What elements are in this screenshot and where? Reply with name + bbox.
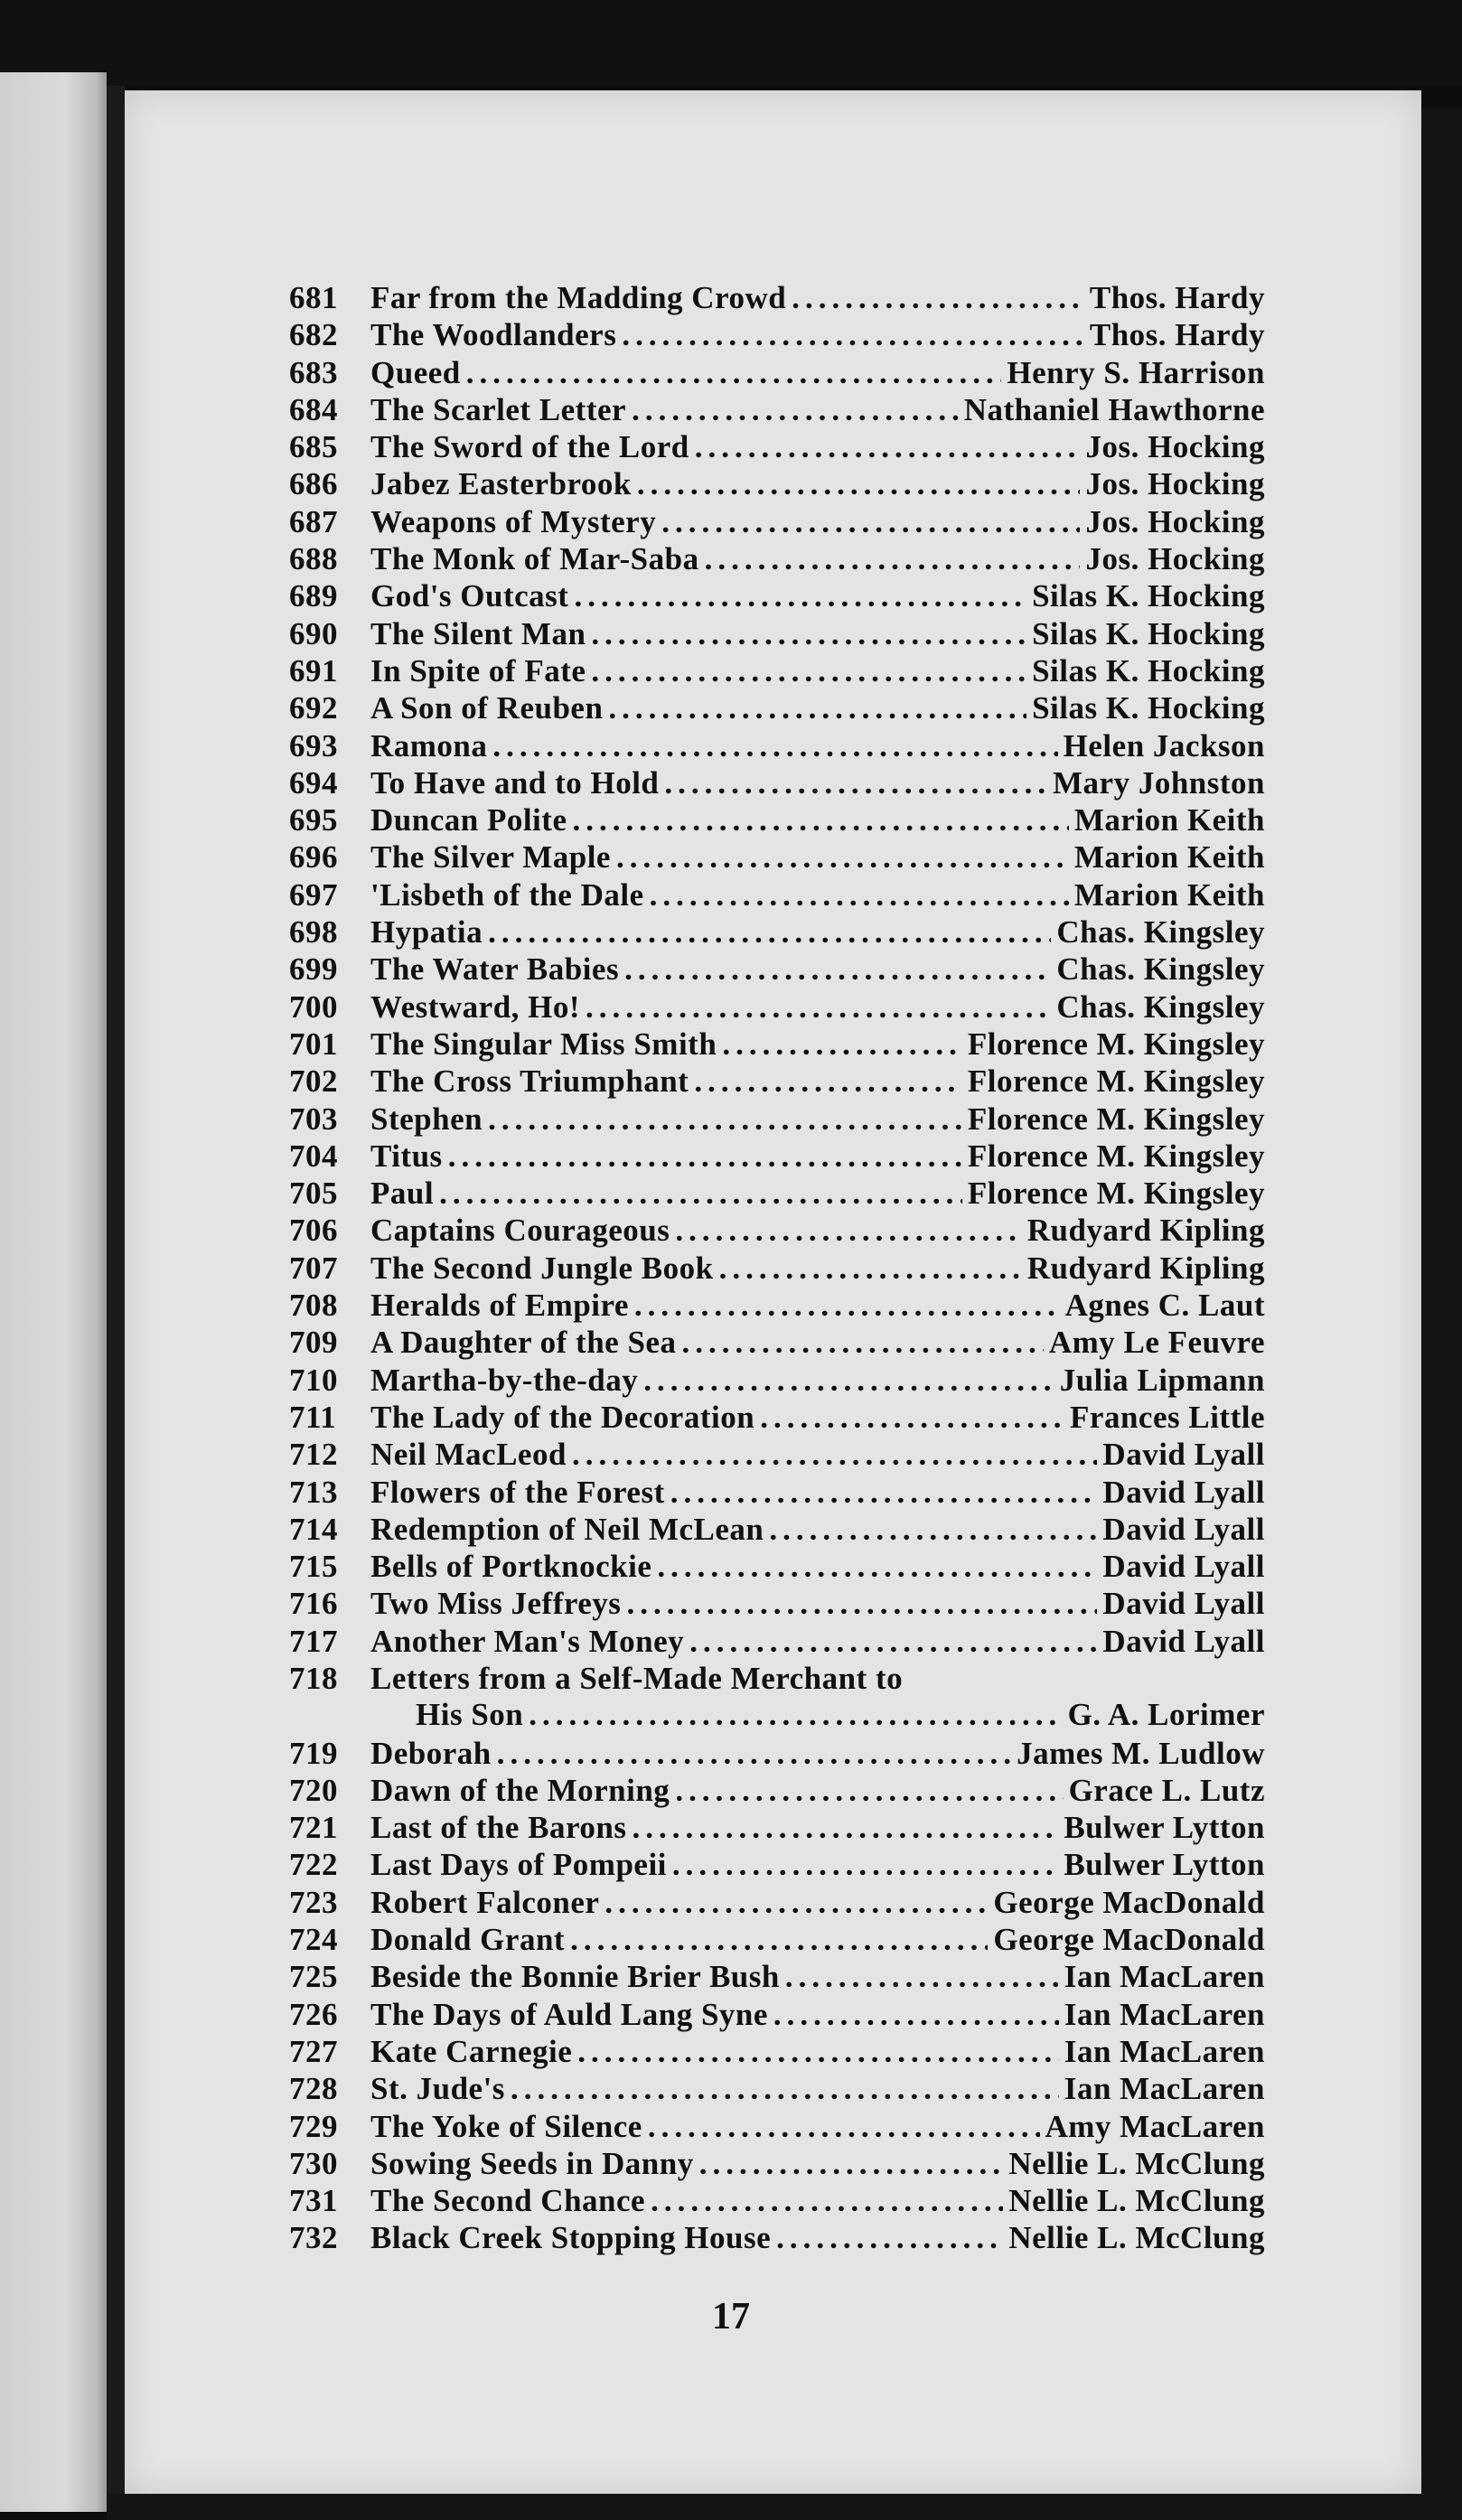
dot-leader bbox=[574, 578, 1026, 614]
entry-author: Thos. Hardy bbox=[1089, 280, 1265, 315]
dot-leader bbox=[624, 951, 1051, 988]
entry-title: God's Outcast bbox=[370, 578, 569, 614]
entry-number: 692 bbox=[289, 690, 338, 726]
entry-number: 702 bbox=[289, 1063, 338, 1100]
entry-title: Neil MacLeod bbox=[370, 1437, 567, 1473]
dot-leader bbox=[637, 466, 1081, 502]
dot-leader bbox=[657, 1549, 1097, 1585]
entry-number: 698 bbox=[289, 914, 338, 951]
entry-author: Nellie L. McClung bbox=[1008, 2183, 1265, 2219]
catalog-entry bbox=[289, 1773, 1265, 1810]
page-number: 17 bbox=[712, 2296, 750, 2337]
catalog-entry bbox=[289, 1885, 1265, 1922]
entry-number: 716 bbox=[289, 1586, 338, 1622]
entry-title: Robert Falconer bbox=[370, 1884, 600, 1920]
catalog-entry bbox=[289, 653, 1265, 690]
entry-title: Titus bbox=[370, 1138, 443, 1174]
dot-leader bbox=[689, 1624, 1097, 1660]
entry-number: 687 bbox=[289, 503, 338, 539]
catalog-entry bbox=[289, 1512, 1265, 1549]
entry-author: Agnes C. Laut bbox=[1064, 1288, 1265, 1324]
dot-leader bbox=[634, 1288, 1060, 1324]
dot-leader bbox=[572, 1437, 1097, 1473]
entry-author: Nathaniel Hawthorne bbox=[963, 391, 1265, 427]
entry-number: 726 bbox=[289, 1996, 338, 2032]
dot-leader bbox=[633, 1810, 1059, 1846]
dot-leader bbox=[705, 541, 1081, 577]
entry-title: A Daughter of the Sea bbox=[370, 1325, 677, 1361]
entry-title: The Water Babies bbox=[370, 951, 620, 988]
catalog-entry bbox=[289, 2109, 1265, 2146]
entry-number: 719 bbox=[289, 1735, 338, 1771]
catalog-entry bbox=[289, 765, 1265, 802]
entry-title: Letters from a Self-Made Merchant to bbox=[370, 1660, 904, 1696]
catalog-entry bbox=[289, 1176, 1265, 1213]
entry-title: Redemption of Neil McLean bbox=[370, 1511, 764, 1547]
entry-number: 697 bbox=[289, 876, 338, 913]
entry-number: 730 bbox=[289, 2145, 338, 2181]
entry-number: 686 bbox=[289, 466, 338, 502]
entry-number: 732 bbox=[289, 2220, 338, 2256]
entry-author: Marion Keith bbox=[1073, 802, 1265, 838]
catalog-entry bbox=[289, 802, 1265, 839]
dot-leader bbox=[675, 1213, 1021, 1249]
dot-leader bbox=[632, 392, 959, 428]
dot-leader bbox=[648, 2109, 1040, 2145]
entry-number: 703 bbox=[289, 1101, 338, 1137]
entry-author: Chas. Kingsley bbox=[1056, 951, 1265, 988]
dot-leader bbox=[675, 1773, 1063, 1809]
entry-title: Jabez Easterbrook bbox=[370, 466, 632, 502]
catalog-entry bbox=[289, 1400, 1265, 1437]
dot-leader bbox=[497, 1736, 1011, 1772]
dot-leader bbox=[681, 1325, 1043, 1361]
entry-number: 696 bbox=[289, 839, 338, 876]
entry-title: The Scarlet Letter bbox=[370, 391, 627, 427]
entry-number: 717 bbox=[289, 1623, 338, 1659]
entry-number: 727 bbox=[289, 2033, 338, 2069]
entry-title: Captains Courageous bbox=[370, 1213, 670, 1249]
dot-leader bbox=[570, 1922, 988, 1958]
entry-title: Last Days of Pompeii bbox=[370, 1847, 667, 1883]
dot-leader bbox=[769, 1512, 1097, 1548]
entry-author: Henry S. Harrison bbox=[1007, 354, 1265, 390]
entry-author: Jos. Hocking bbox=[1085, 541, 1265, 577]
entry-title: Hypatia bbox=[370, 914, 483, 951]
entry-title: Far from the Madding Crowd bbox=[370, 280, 787, 315]
entry-number: 725 bbox=[289, 1959, 338, 1995]
catalog-entry bbox=[289, 1736, 1265, 1773]
entry-title: The Lady of the Decoration bbox=[370, 1399, 755, 1435]
dot-leader bbox=[695, 429, 1081, 465]
entry-author: Nellie L. McClung bbox=[1008, 2220, 1265, 2256]
scan-top-border bbox=[0, 0, 1462, 86]
entry-title: Heralds of Empire bbox=[370, 1288, 629, 1324]
catalog-entry bbox=[289, 690, 1265, 727]
dot-leader bbox=[626, 1586, 1097, 1622]
entry-title: Kate Carnegie bbox=[370, 2033, 573, 2069]
entry-author: Bulwer Lytton bbox=[1064, 1847, 1265, 1883]
catalog-entry bbox=[289, 355, 1265, 392]
dot-leader bbox=[670, 1475, 1098, 1511]
catalog-entry bbox=[289, 989, 1265, 1026]
dot-leader bbox=[616, 839, 1069, 876]
catalog-entry bbox=[289, 466, 1265, 503]
entry-author: David Lyall bbox=[1102, 1474, 1265, 1510]
entry-author: Thos. Hardy bbox=[1089, 317, 1265, 353]
dot-leader bbox=[488, 1101, 962, 1138]
entry-number: 712 bbox=[289, 1437, 338, 1473]
entry-author: Marion Keith bbox=[1073, 876, 1265, 913]
entry-number: 715 bbox=[289, 1549, 338, 1585]
entry-number: 704 bbox=[289, 1138, 338, 1174]
dot-leader bbox=[466, 355, 1002, 391]
dot-leader bbox=[650, 877, 1069, 913]
dot-leader bbox=[608, 690, 1026, 726]
dot-leader bbox=[651, 2183, 1003, 2219]
entry-title: Westward, Ho! bbox=[370, 988, 581, 1025]
entry-title: The Singular Miss Smith bbox=[370, 1026, 717, 1062]
entry-title-continuation-line bbox=[289, 1697, 1265, 1733]
entry-author: George MacDonald bbox=[993, 1884, 1265, 1920]
adjacent-page-edge bbox=[0, 72, 107, 2512]
catalog-entry bbox=[289, 1661, 1265, 1736]
entry-number: 718 bbox=[289, 1660, 338, 1696]
catalog-entry bbox=[289, 1251, 1265, 1288]
entry-author: Mary Johnston bbox=[1053, 764, 1265, 801]
entry-number: 710 bbox=[289, 1362, 338, 1398]
entry-title: Stephen bbox=[370, 1101, 483, 1137]
entry-title: Two Miss Jeffreys bbox=[370, 1586, 622, 1622]
entry-number: 701 bbox=[289, 1026, 338, 1062]
dot-leader bbox=[586, 989, 1051, 1026]
entry-author: Rudyard Kipling bbox=[1026, 1250, 1265, 1286]
catalog-entry bbox=[289, 2183, 1265, 2220]
entry-number: 711 bbox=[289, 1399, 337, 1435]
entry-number: 685 bbox=[289, 429, 338, 465]
entry-title: The Cross Triumphant bbox=[370, 1063, 689, 1100]
entry-author: Florence M. Kingsley bbox=[967, 1138, 1265, 1174]
entry-number: 708 bbox=[289, 1288, 338, 1324]
catalog-entry bbox=[289, 1810, 1265, 1847]
entry-title: Another Man's Money bbox=[370, 1623, 685, 1659]
dot-leader bbox=[694, 1063, 962, 1100]
entry-title-continued: His Son bbox=[416, 1696, 524, 1732]
dot-leader bbox=[773, 1997, 1059, 2033]
catalog-entry bbox=[289, 1624, 1265, 1661]
entry-author: Florence M. Kingsley bbox=[967, 1176, 1265, 1212]
entry-author: G. A. Lorimer bbox=[1067, 1696, 1265, 1732]
dot-leader bbox=[529, 1697, 1062, 1733]
dot-leader bbox=[785, 1959, 1059, 1995]
entry-number: 722 bbox=[289, 1847, 338, 1883]
entry-author: David Lyall bbox=[1102, 1549, 1265, 1585]
entry-number: 694 bbox=[289, 764, 338, 801]
entry-title: Flowers of the Forest bbox=[370, 1474, 665, 1510]
entry-author: George MacDonald bbox=[993, 1922, 1265, 1958]
catalog-entry bbox=[289, 839, 1265, 876]
entry-number: 682 bbox=[289, 317, 338, 353]
entry-author: Helen Jackson bbox=[1063, 727, 1265, 763]
catalog-entry bbox=[289, 1847, 1265, 1884]
catalog-entry bbox=[289, 392, 1265, 429]
entry-number: 720 bbox=[289, 1772, 338, 1808]
dot-leader bbox=[699, 2146, 1004, 2182]
dot-leader bbox=[722, 1026, 962, 1063]
catalog-entry bbox=[289, 1959, 1265, 1996]
entry-title: Ramona bbox=[370, 727, 488, 763]
dot-leader bbox=[591, 616, 1026, 652]
dot-leader bbox=[792, 280, 1084, 316]
entry-author: Marion Keith bbox=[1073, 839, 1265, 876]
entry-author: Bulwer Lytton bbox=[1064, 1810, 1265, 1846]
entry-title: Martha-by-the-day bbox=[370, 1362, 639, 1398]
entry-title: Weapons of Mystery bbox=[370, 503, 657, 539]
entry-number: 688 bbox=[289, 541, 338, 577]
entry-number: 721 bbox=[289, 1810, 338, 1846]
dot-leader bbox=[511, 2071, 1059, 2107]
dot-leader bbox=[577, 2034, 1059, 2070]
entry-title: The Second Chance bbox=[370, 2183, 646, 2219]
dot-leader bbox=[776, 2220, 1003, 2256]
entry-number: 681 bbox=[289, 280, 338, 315]
entry-title: St. Jude's bbox=[370, 2071, 505, 2107]
entry-author: James M. Ludlow bbox=[1017, 1735, 1265, 1771]
entry-title: Sowing Seeds in Danny bbox=[370, 2145, 694, 2181]
entry-number: 728 bbox=[289, 2071, 338, 2107]
catalog-entry bbox=[289, 317, 1265, 354]
catalog-entry bbox=[289, 2220, 1265, 2257]
catalog-entry bbox=[289, 1138, 1265, 1176]
entry-title: The Yoke of Silence bbox=[370, 2108, 642, 2144]
scan-bottom-border bbox=[107, 2494, 1462, 2520]
catalog-entry bbox=[289, 1288, 1265, 1325]
dot-leader bbox=[661, 504, 1080, 540]
dot-leader bbox=[604, 1885, 988, 1921]
entry-author: David Lyall bbox=[1102, 1437, 1265, 1473]
entry-number: 700 bbox=[289, 988, 338, 1025]
entry-title: Donald Grant bbox=[370, 1922, 566, 1958]
entry-number: 714 bbox=[289, 1511, 338, 1547]
catalog-entry bbox=[289, 1325, 1265, 1362]
catalog-entry bbox=[289, 578, 1265, 615]
binding-spine bbox=[107, 86, 125, 2507]
entry-author: Ian MacLaren bbox=[1064, 1996, 1265, 2032]
dot-leader bbox=[572, 802, 1068, 838]
entry-author: Silas K. Hocking bbox=[1032, 652, 1265, 689]
entry-number: 691 bbox=[289, 652, 338, 689]
entry-author: Silas K. Hocking bbox=[1032, 690, 1265, 726]
catalog-entry bbox=[289, 616, 1265, 653]
catalog-entry bbox=[289, 1437, 1265, 1474]
entry-author: David Lyall bbox=[1102, 1623, 1265, 1659]
entry-title: In Spite of Fate bbox=[370, 652, 586, 689]
catalog-entry bbox=[289, 877, 1265, 914]
entry-author: Julia Lipmann bbox=[1059, 1362, 1265, 1398]
catalog-entry bbox=[289, 429, 1265, 466]
catalog-entry bbox=[289, 504, 1265, 541]
entry-author: Grace L. Lutz bbox=[1068, 1772, 1265, 1808]
entry-title: The Woodlanders bbox=[370, 317, 617, 353]
entry-number: 731 bbox=[289, 2183, 338, 2219]
catalog-entry bbox=[289, 280, 1265, 317]
catalog-entry bbox=[289, 914, 1265, 951]
catalog-entry bbox=[289, 1363, 1265, 1400]
entry-title: Beside the Bonnie Brier Bush bbox=[370, 1959, 780, 1995]
book-catalog-list bbox=[289, 280, 1265, 2258]
entry-title: Deborah bbox=[370, 1735, 492, 1771]
dot-leader bbox=[591, 653, 1026, 689]
entry-number: 683 bbox=[289, 354, 338, 390]
scan-right-border bbox=[1421, 108, 1462, 2520]
entry-author: Florence M. Kingsley bbox=[967, 1026, 1265, 1062]
entry-author: Florence M. Kingsley bbox=[967, 1063, 1265, 1100]
entry-number: 689 bbox=[289, 578, 338, 614]
dot-leader bbox=[672, 1847, 1058, 1883]
entry-title: Dawn of the Morning bbox=[370, 1772, 670, 1808]
entry-number: 707 bbox=[289, 1250, 338, 1286]
entry-author: Jos. Hocking bbox=[1085, 429, 1265, 465]
entry-title: Queed bbox=[370, 354, 461, 390]
entry-number: 729 bbox=[289, 2108, 338, 2144]
dot-leader bbox=[488, 914, 1051, 951]
entry-number: 690 bbox=[289, 615, 338, 651]
entry-title: Last of the Barons bbox=[370, 1810, 627, 1846]
entry-number: 723 bbox=[289, 1884, 338, 1920]
entry-number: 695 bbox=[289, 802, 338, 838]
catalog-entry bbox=[289, 728, 1265, 765]
entry-number: 684 bbox=[289, 391, 338, 427]
entry-number: 713 bbox=[289, 1474, 338, 1510]
entry-number: 705 bbox=[289, 1176, 338, 1212]
dot-leader bbox=[719, 1251, 1022, 1287]
entry-author: Chas. Kingsley bbox=[1056, 914, 1265, 951]
catalog-entry bbox=[289, 1997, 1265, 2034]
entry-author: Florence M. Kingsley bbox=[967, 1101, 1265, 1137]
entry-title: 'Lisbeth of the Dale bbox=[370, 876, 644, 913]
dot-leader bbox=[643, 1363, 1054, 1399]
entry-author: Silas K. Hocking bbox=[1032, 578, 1265, 614]
entry-author: Jos. Hocking bbox=[1085, 503, 1265, 539]
entry-author: Amy MacLaren bbox=[1045, 2108, 1265, 2144]
entry-author: Ian MacLaren bbox=[1064, 1959, 1265, 1995]
dot-leader bbox=[664, 765, 1047, 801]
catalog-entry bbox=[289, 541, 1265, 578]
entry-title: To Have and to Hold bbox=[370, 764, 660, 801]
entry-title: Bells of Portknockie bbox=[370, 1549, 652, 1585]
catalog-entry bbox=[289, 1549, 1265, 1586]
entry-author: Chas. Kingsley bbox=[1056, 988, 1265, 1025]
entry-title: The Silent Man bbox=[370, 615, 586, 651]
catalog-entry bbox=[289, 1475, 1265, 1512]
entry-author: Ian MacLaren bbox=[1064, 2033, 1265, 2069]
catalog-entry bbox=[289, 2034, 1265, 2071]
catalog-entry bbox=[289, 1213, 1265, 1250]
dot-leader bbox=[622, 317, 1084, 353]
entry-number: 724 bbox=[289, 1922, 338, 1958]
dot-leader bbox=[760, 1400, 1064, 1436]
catalog-entry bbox=[289, 1101, 1265, 1138]
entry-author: Silas K. Hocking bbox=[1032, 615, 1265, 651]
entry-author: David Lyall bbox=[1102, 1586, 1265, 1622]
catalog-entry bbox=[289, 1063, 1265, 1101]
entry-author: Jos. Hocking bbox=[1085, 466, 1265, 502]
catalog-entry bbox=[289, 2146, 1265, 2183]
entry-title: The Days of Auld Lang Syne bbox=[370, 1996, 768, 2032]
entry-author: Amy Le Feuvre bbox=[1048, 1325, 1265, 1361]
entry-number: 706 bbox=[289, 1213, 338, 1249]
entry-number: 693 bbox=[289, 727, 338, 763]
entry-author: Ian MacLaren bbox=[1064, 2071, 1265, 2107]
entry-title: Black Creek Stopping House bbox=[370, 2220, 772, 2256]
catalog-entry bbox=[289, 1922, 1265, 1959]
entry-title: A Son of Reuben bbox=[370, 690, 604, 726]
catalog-entry bbox=[289, 2071, 1265, 2108]
entry-title: The Silver Maple bbox=[370, 839, 611, 876]
entry-title: The Monk of Mar-Saba bbox=[370, 541, 699, 577]
entry-author: Frances Little bbox=[1070, 1399, 1265, 1435]
entry-title: Duncan Polite bbox=[370, 802, 567, 838]
catalog-entry bbox=[289, 951, 1265, 988]
dot-leader bbox=[492, 728, 1057, 764]
catalog-entry bbox=[289, 1586, 1265, 1623]
entry-title: The Second Jungle Book bbox=[370, 1250, 714, 1286]
entry-title: The Sword of the Lord bbox=[370, 429, 689, 465]
entry-author: Rudyard Kipling bbox=[1026, 1213, 1265, 1249]
dot-leader bbox=[439, 1176, 962, 1212]
catalog-entry bbox=[289, 1026, 1265, 1063]
entry-title: Paul bbox=[370, 1176, 435, 1212]
dot-leader bbox=[448, 1138, 962, 1175]
entry-author: David Lyall bbox=[1102, 1511, 1265, 1547]
entry-number: 699 bbox=[289, 951, 338, 988]
entry-author: Nellie L. McClung bbox=[1008, 2145, 1265, 2181]
entry-number: 709 bbox=[289, 1325, 338, 1361]
